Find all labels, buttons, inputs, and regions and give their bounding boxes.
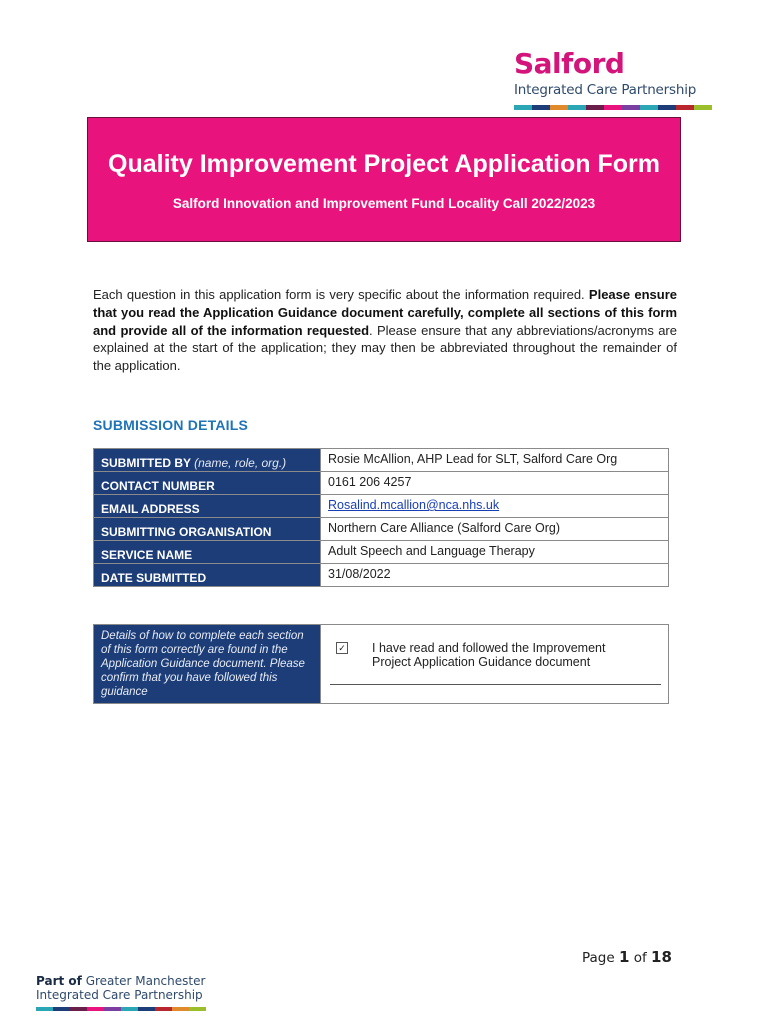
footer-gm-logo bbox=[36, 975, 206, 1011]
logo-subtitle: Integrated Care Partnership bbox=[514, 82, 697, 98]
email-address-cell bbox=[321, 495, 669, 518]
page-title: Quality Improvement Project Application Form bbox=[108, 150, 660, 178]
page-prefix: Page bbox=[582, 950, 619, 966]
contact-number-value[interactable]: 0161 206 4257 bbox=[321, 472, 669, 495]
date-submitted-label: DATE SUBMITTED bbox=[94, 564, 321, 587]
table-row bbox=[94, 495, 669, 518]
stripe-segment bbox=[514, 105, 532, 110]
table-row bbox=[94, 449, 669, 472]
stripe-segment bbox=[121, 1007, 138, 1011]
guidance-confirm bbox=[322, 626, 667, 697]
stripe-segment bbox=[676, 105, 694, 110]
salford-logo bbox=[514, 48, 714, 110]
stripe-segment bbox=[532, 105, 550, 110]
stripe-segment bbox=[53, 1007, 70, 1011]
page-subtitle: Salford Innovation and Improvement Fund Locality Call 2022/2023 bbox=[172, 196, 596, 211]
stripe-segment bbox=[87, 1007, 104, 1011]
submitted-by-hint: (name, role, org.) bbox=[194, 456, 287, 470]
stripe-segment bbox=[568, 105, 586, 110]
stripe-segment bbox=[104, 1007, 121, 1011]
stripe-segment bbox=[640, 105, 658, 110]
service-name-value[interactable]: Adult Speech and Language Therapy bbox=[321, 541, 669, 564]
email-link[interactable]: Rosalind.mcallion@nca.nhs.uk bbox=[328, 498, 500, 512]
table-row bbox=[94, 541, 669, 564]
section-heading-submission: SUBMISSION DETAILS bbox=[93, 417, 249, 433]
footer-color-stripe bbox=[36, 1007, 206, 1011]
table-row bbox=[94, 564, 669, 587]
submitting-organisation-value[interactable]: Northern Care Alliance (Salford Care Org) bbox=[321, 518, 669, 541]
stripe-segment bbox=[604, 105, 622, 110]
table-row bbox=[94, 518, 669, 541]
stripe-segment bbox=[36, 1007, 53, 1011]
table-row bbox=[94, 472, 669, 495]
submitted-by-label bbox=[94, 449, 321, 472]
stripe-segment bbox=[138, 1007, 155, 1011]
guidance-confirm-text: I have read and followed the Improvement Project Application Guidance document bbox=[372, 641, 606, 669]
contact-number-label: CONTACT NUMBER bbox=[94, 472, 321, 495]
signature-line bbox=[330, 684, 661, 685]
submitting-organisation-label: SUBMITTING ORGANISATION bbox=[94, 518, 321, 541]
page-of: of bbox=[629, 950, 652, 966]
page-number bbox=[582, 948, 672, 966]
stripe-segment bbox=[586, 105, 604, 110]
stripe-segment bbox=[550, 105, 568, 110]
title-banner bbox=[87, 117, 681, 242]
footer-part-of: Part of bbox=[36, 974, 82, 988]
stripe-segment bbox=[189, 1007, 206, 1011]
guidance-confirmation-table bbox=[93, 624, 669, 704]
footer-line-1 bbox=[36, 975, 206, 989]
guidance-note: Details of how to complete each section of this form correctly are found in the Application Guidance document. Please confirm that you have followed this guidance bbox=[94, 625, 321, 704]
page-current: 1 bbox=[618, 948, 630, 966]
date-submitted-value[interactable]: 31/08/2022 bbox=[321, 564, 669, 587]
intro-paragraph bbox=[93, 286, 677, 375]
stripe-segment bbox=[172, 1007, 189, 1011]
guidance-confirm-cell bbox=[321, 625, 669, 704]
table-row bbox=[94, 625, 669, 704]
stripe-segment bbox=[694, 105, 712, 110]
intro-text-1: Each question in this application form is very specific about the information required. bbox=[93, 287, 589, 302]
email-address-label: EMAIL ADDRESS bbox=[94, 495, 321, 518]
stripe-segment bbox=[70, 1007, 87, 1011]
footer-org-line1: Greater Manchester bbox=[81, 974, 206, 988]
intro-text-bold: Please ensure that you read the Application Guidance document carefully, complete all sections of this form and provide all of the information requested bbox=[93, 287, 677, 338]
stripe-segment bbox=[622, 105, 640, 110]
submission-details-table bbox=[93, 448, 669, 587]
footer-org-line2: Integrated Care Partnership bbox=[36, 987, 203, 1002]
page-total: 18 bbox=[651, 948, 672, 966]
stripe-segment bbox=[658, 105, 676, 110]
logo-name: Salford bbox=[514, 47, 625, 80]
stripe-segment bbox=[155, 1007, 172, 1011]
intro-text-2: . Please ensure that any abbreviations/acronyms are explained at the start of the application; they may then be abbreviated throughout the remainder of the application. bbox=[93, 322, 677, 374]
guidance-checkbox[interactable]: ✓ bbox=[336, 642, 348, 654]
submitted-by-label-text: SUBMITTED BY bbox=[101, 456, 191, 470]
logo-color-stripe bbox=[514, 105, 712, 110]
service-name-label: SERVICE NAME bbox=[94, 541, 321, 564]
submitted-by-value[interactable]: Rosie McAllion, AHP Lead for SLT, Salford Care Org bbox=[321, 449, 669, 472]
